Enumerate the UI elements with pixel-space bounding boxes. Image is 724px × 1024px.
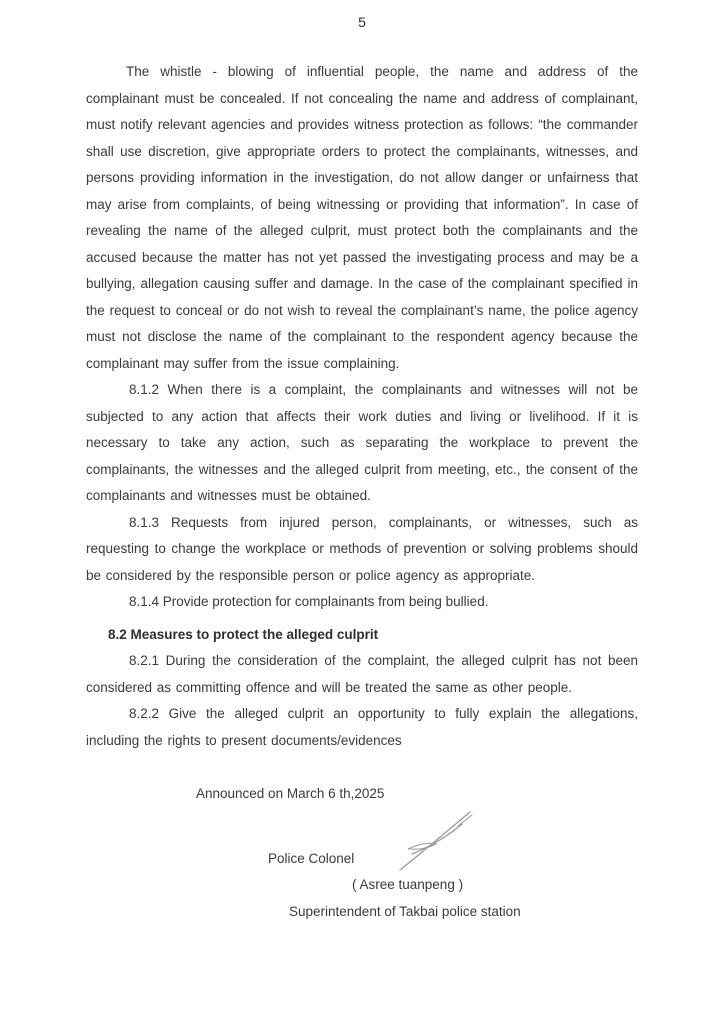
paragraph-8-2-2: 8.2.2 Give the alleged culprit an opportunity to fully explain the allegations, including the rights to present documents/evidences bbox=[86, 706, 638, 748]
announcement-date-line: Announced on March 6 th,2025 bbox=[196, 786, 385, 801]
signature-name: ( Asree tuanpeng ) bbox=[352, 877, 464, 892]
signature-rank: Police Colonel bbox=[268, 850, 355, 866]
document-body bbox=[86, 59, 638, 925]
section-heading-8-2: 8.2 Measures to protect the alleged culprit bbox=[108, 626, 379, 642]
handwritten-signature-icon bbox=[394, 804, 480, 878]
paragraph-8-1-4: 8.1.4 Provide protection for complainants from being bullied. bbox=[129, 594, 489, 609]
signature-title: Superintendent of Takbai police station bbox=[289, 903, 521, 919]
page-number: 5 bbox=[358, 14, 366, 30]
paragraph-whistle-blowing: The whistle - blowing of influential people, the name and address of the complainant must be concealed. If not concealing the name and address of complainant, must notify relevant agencies and provides witness protection as follows: “the commander shall use discretion, give appropriate orders to protect the complainants, witnesses, and persons providing information in the investigation, do not allow danger or unfairness that may arise from complaints, of being witnessing or providing that information”. In case of revealing the name of the alleged culprit, must protect both the complainants and the accused because the matter has not yet passed the investigating process and may be a bullying, allegation causing suffer and damage. In the case of the complainant specified in the request to conceal or do not wish to reveal the complainant’s name, the police agency must not disclose the name of the complainant to the respondent agency because the complainant may suffer from the issue complaining. bbox=[86, 64, 638, 371]
paragraph-8-1-3: 8.1.3 Requests from injured person, complainants, or witnesses, such as requesting to change the workplace or methods of prevention or solving problems should be considered by the responsible person or police agency as appropriate. bbox=[86, 514, 638, 583]
paragraph-8-1-2: 8.1.2 When there is a complaint, the complainants and witnesses will not be subjected to any action that affects their work duties and living or livelihood. If it is necessary to take any action, such as separating the workplace to prevent the complainants, the witnesses and the alleged culprit from meeting, etc., the consent of the complainants and witnesses must be obtained. bbox=[86, 382, 638, 503]
signature-block bbox=[86, 846, 638, 926]
paragraph-8-2-1: 8.2.1 During the consideration of the complaint, the alleged culprit has not been considered as committing offence and will be treated the same as other people. bbox=[86, 653, 638, 695]
